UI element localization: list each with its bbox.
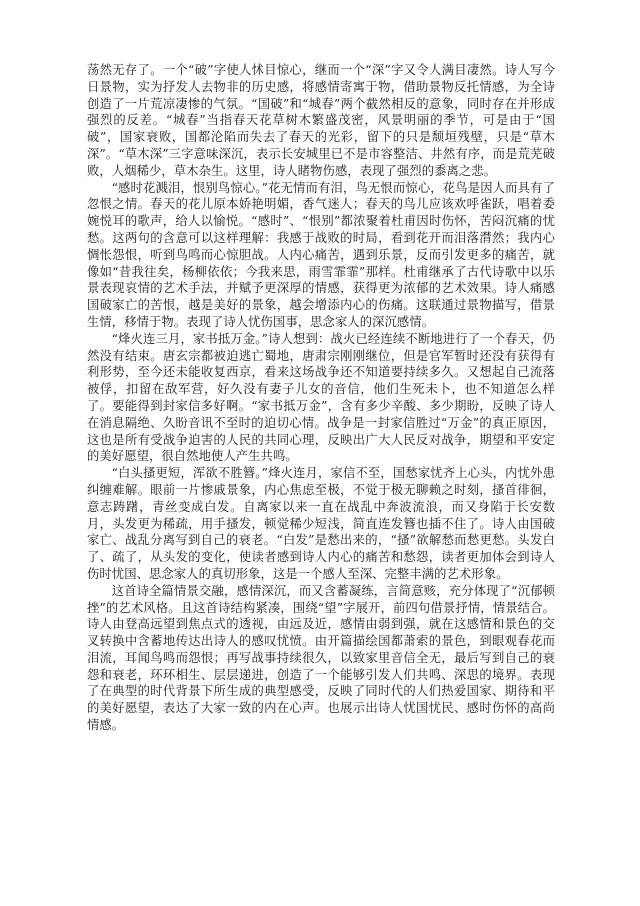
- paragraph-4: “白头搔更短，浑欲不胜簪。”烽火连月，家信不至，国愁家忧齐上心头，内忧外患纠缠难解。眼前一片惨戚景象，内心焦虑至极，不觉于极无聊赖之时刻，搔首徘徊，意志踌躇，青丝变成白发。自离家以来一直在战乱中奔波流浪，而又身陷于长安数月，头发更为稀疏，用手搔发，顿觉稀少短浅，简直连发簪也插不住了。诗人由国破家亡、战乱分离写到自己的衰老。“白发”是愁出来的，“搔”欲解愁而愁更愁。头发白了、疏了，从头发的变化，使读者感到诗人内心的痛苦和愁怨，读者更加体会到诗人伤时忧国、思念家人的真切形象，这是一个感人至深、完整丰满的艺术形象。: [87, 466, 555, 581]
- paragraph-1: 荡然无存了。一个“破”字使人怵目惊心，继而一个“深”字又令人满目凄然。诗人写今日景物，实为抒发人去物非的历史感，将感情寄寓于物，借助景物反托情感，为全诗创造了一片荒凉凄惨的气氛。“国破”和“城春”两个截然相反的意象，同时存在并形成强烈的反差。“城春”当指春天花草树木繁盛茂密，风景明丽的季节，可是由于“国破”，国家衰败，国都沦陷而失去了春天的光彩，留下的只是颓垣残壁，只是“草木深”。“草木深”三字意味深沉，表示长安城里已不是市容整洁、井然有序，而是荒芜破败，人烟稀少，草木杂生。这里，诗人睹物伤感，表现了强烈的黍离之悲。: [87, 63, 555, 178]
- paragraph-5: 这首诗全篇情景交融，感情深沉，而又含蓄凝练，言简意赅，充分体现了“沉郁顿挫”的艺术风格。且这首诗结构紧凑，围绕“望”字展开，前四句借景抒情，情景结合。诗人由登高远望到焦点式的透视，由远及近，感情由弱到强，就在这感情和景色的交叉转换中含蓄地传达出诗人的感叹忧愤。由开篇描绘国都萧索的景色，到眼观春花而泪流，耳闻鸟鸣而怨恨；再写战事持续很久，以致家里音信全无，最后写到自己的衰怨和衰老，环环相生、层层递进，创造了一个能够引发人们共鸣、深思的境界。表现了在典型的时代背景下所生成的典型感受，反映了同时代的人们热爱国家、期待和平的美好愿望，表达了大家一致的内在心声。也展示出诗人忧国忧民、感时伤怀的高尚情感。: [87, 583, 555, 733]
- paragraph-2: “感时花溅泪，恨别鸟惊心。”花无情而有泪，鸟无恨而惊心，花鸟是因人而具有了忽恨之情。春天的花儿原本娇艳明媚，香气迷人；春天的鸟儿应该欢呼雀跃，唱着委婉悦耳的歌声，给人以愉悦。“感时”、“恨别”都浓聚着杜甫因时伤怀，苦闷沉痛的忧愁。这两句的含意可以这样理解：我感于战败的时局，看到花开而泪落潸然；我内心惆怅怨恨，听到鸟鸣而心惊胆战。人内心痛苦，遇到乐景，反而引发更多的痛苦，就像如“昔我往矣，杨柳依依；今我来思，雨雪霏霏”那样。杜甫继承了古代诗歌中以乐景表现哀情的艺术手法，并赋予更深厚的情感，获得更为浓郁的艺术效果。诗人痛感国破家亡的苦恨，越是美好的景象，越会增添内心的伤痛。这联通过景物描写，借景生情，移情于物。表现了诗人忧伤国事，思念家人的深沉感情。: [87, 180, 555, 329]
- paragraph-3: “烽火连三月，家书抵万金。”诗人想到：战火已经连续不断地进行了一个春天，仍然没有结束。唐玄宗都被迫逃亡蜀地，唐肃宗刚刚继位，但是官军暂时还没有获得有利形势，至今还未能收复西京，看来这场战争还不知道要持续多久。又想起自己流落被俘，扣留在敌军营，好久没有妻子儿女的音信，他们生死未卜，也不知道怎么样了。要能得到封家信多好啊。“家书抵万金”，含有多少辛酸、多少期盼，反映了诗人在消息隔绝、久盼音讯不至时的迫切心情。战争是一封家信胜过“万金”的真正原因，这也是所有受战争迫害的人民的共同心理，反映出广大人民反对战争，期望和平安定的美好愿望，很自然地使人产生共鸣。: [87, 331, 555, 464]
- document-body: [87, 62, 555, 734]
